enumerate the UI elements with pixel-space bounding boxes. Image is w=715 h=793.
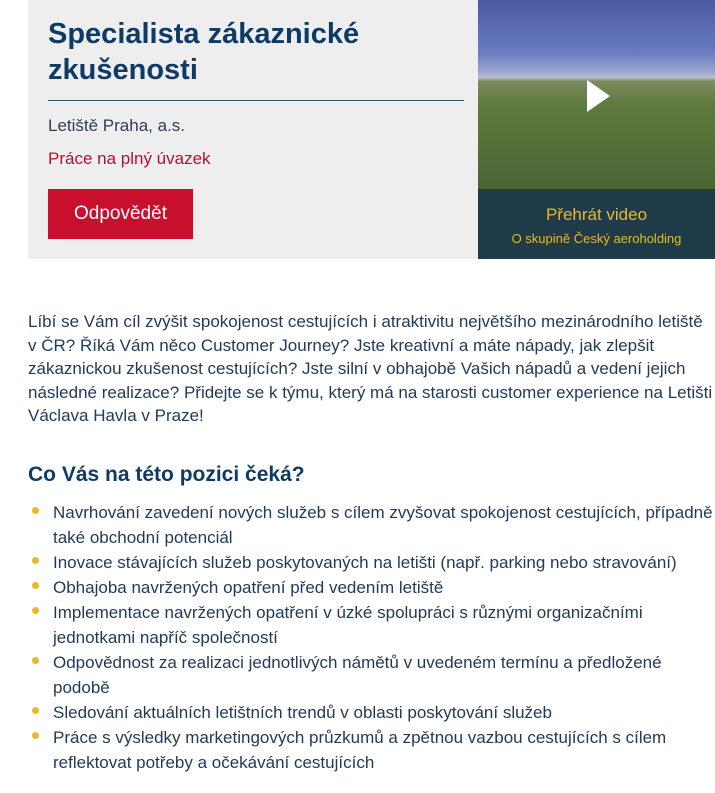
bullet-icon [32,507,39,514]
list-item [28,600,715,650]
list-item [28,700,715,725]
video-panel[interactable] [478,0,715,259]
job-intro: Líbí se Vám cíl zvýšit spokojenost cestujících i atraktivitu největšího mezinárodního letiště v ČR? Říká Vám něco Customer Journey? Jste kreativní a máte nápady, jak zlepšit zákaznickou zkušenost cestujících? Jste silní v obhajobě Vašich nápadů a vedení jejich následné realizace? Přidejte se k týmu, který má na starosti customer experience na Letišti Václava Havla v Praze! [28,312,713,425]
video-thumbnail[interactable] [478,0,715,189]
bullet-icon [32,657,39,664]
job-type: Práce na plný úvazek [48,149,211,168]
company-name: Letiště Praha, a.s. [48,116,186,135]
list-item-text: Sledování aktuálních letištních trendů v oblasti poskytování služeb [53,703,552,722]
bullet-icon [32,607,39,614]
play-video-link[interactable]: Přehrát video [545,205,648,224]
list-item-text: Inovace stávajících služeb poskytovaných na letišti (např. parking nebo stravování) [53,553,677,572]
list-item-text: Práce s výsledky marketingových průzkumů a zpětnou vazbou cestujících s cílem reflektovat potřeby a očekávání cestujících [53,728,667,772]
job-title: Specialista zákaznické zkušenosti [48,18,360,86]
list-item [28,500,715,550]
bullet-icon [32,557,39,564]
list-item-text: Navrhování zavedení nových služeb s cílem zvyšovat spokojenost cestujících, případně také obchodní potenciál [53,503,713,547]
list-item [28,725,715,775]
play-icon[interactable] [587,80,610,112]
list-item-text: Implementace navržených opatření v úzké spolupráci s různými organizačními jednotkami napříč společností [53,603,643,647]
list-item [28,575,715,600]
video-caption: O skupině Český aeroholding [511,231,682,246]
divider [48,100,464,101]
job-header [28,0,715,259]
list-item [28,650,715,700]
bullet-icon [32,582,39,589]
list-item-text: Odpovědnost za realizaci jednotlivých námětů v uvedeném termínu a předložené podobě [53,653,662,697]
list-item [28,550,715,575]
section-title: Co Vás na této pozici čeká? [28,463,305,486]
bullet-icon [32,707,39,714]
list-item-text: Obhajoba navržených opatření před vedením letiště [53,578,444,597]
job-summary-panel [28,0,478,259]
bullet-icon [32,732,39,739]
apply-button[interactable]: Odpovědět [48,189,193,239]
duties-list [28,500,715,775]
